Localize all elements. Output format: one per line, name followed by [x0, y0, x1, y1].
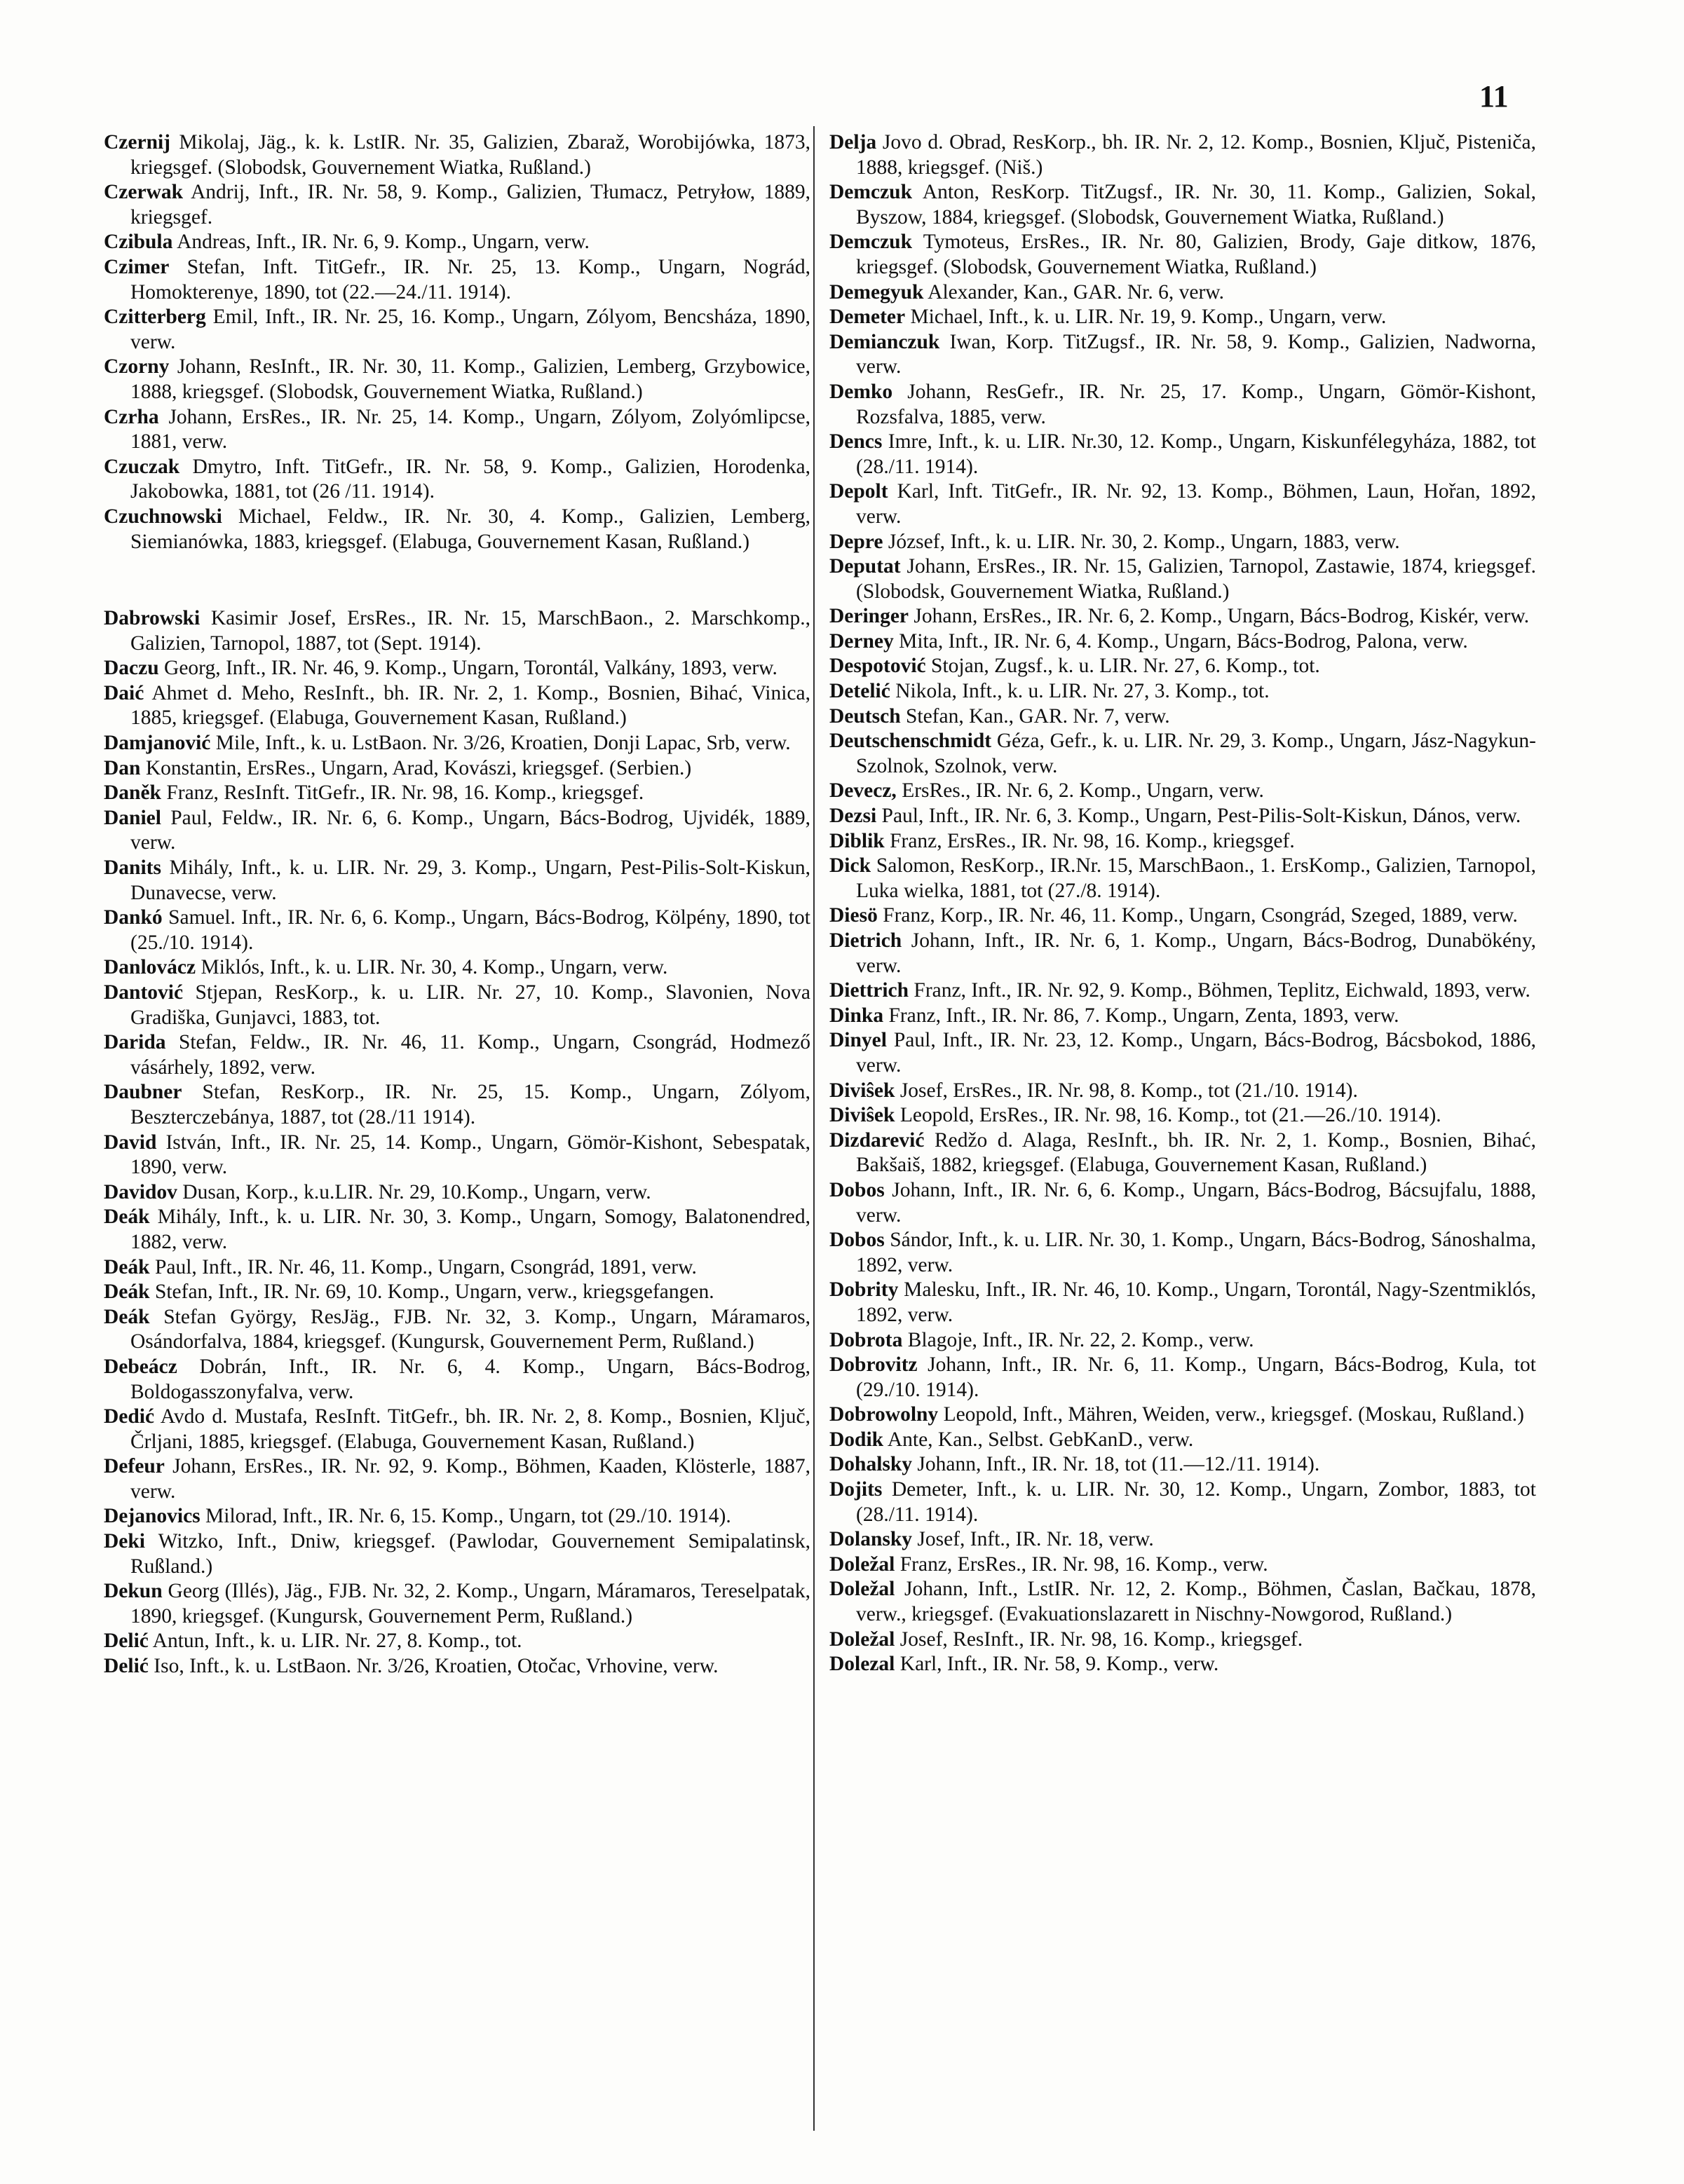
entry-details: Franz, Inft., IR. Nr. 92, 9. Komp., Böhmen, Teplitz, Eichwald, 1893, verw.	[914, 979, 1530, 1002]
entry-surname: Czuchnowski	[104, 505, 222, 528]
entry-surname: Daczu	[104, 657, 159, 680]
entry-surname: Deák	[104, 1305, 150, 1328]
section-gap	[104, 554, 810, 606]
entry-details: Dobrán, Inft., IR. Nr. 6, 4. Komp., Ungarn, Bács-Bodrog, Boldogasszonyfalva, verw.	[130, 1355, 811, 1403]
entry-details: Paul, Inft., IR. Nr. 23, 12. Komp., Ungarn, Bács-Bodrog, Bácsbokod, 1886, verw.	[856, 1029, 1536, 1077]
entry-details: Mihály, Inft., k. u. LIR. Nr. 29, 3. Komp., Ungarn, Pest-Pilis-Solt-Kiskun, Dunavecse, verw.	[130, 856, 810, 904]
register-entry	[829, 180, 1536, 230]
entry-surname: Deutsch	[829, 704, 901, 728]
entry-surname: Daubner	[104, 1081, 182, 1104]
entry-details: Franz, ErsRes., IR. Nr. 98, 16. Komp., verw.	[899, 1552, 1268, 1576]
entry-details: Johann, ErsRes., IR. Nr. 15, Galizien, Tarnopol, Zastawie, 1874, kriegsgef. (Slobodsk, Gouvernement Wiatka, Rußland.)	[856, 555, 1536, 603]
register-entry	[104, 1454, 810, 1504]
entry-details: Leopold, ErsRes., IR. Nr. 98, 16. Komp., tot (21.—26./10. 1914).	[899, 1104, 1441, 1127]
entry-details: Kasimir Josef, ErsRes., IR. Nr. 15, MarschBaon., 2. Marschkomp., Galizien, Tarnopol, 1887, tot (Sept. 1914).	[130, 607, 811, 655]
register-entry	[829, 1652, 1536, 1677]
column-divider	[813, 126, 815, 2131]
entry-surname: Doležal	[829, 1552, 895, 1576]
register-entry	[829, 629, 1536, 655]
register-entry	[104, 1504, 810, 1529]
entry-details: Franz, Inft., IR. Nr. 86, 7. Komp., Ungarn, Zenta, 1893, verw.	[888, 1004, 1399, 1027]
entry-surname: Diettrich	[829, 979, 909, 1002]
register-entry	[104, 1131, 810, 1180]
register-entry	[829, 1328, 1536, 1353]
entry-surname: Daić	[104, 681, 144, 704]
register-entry	[104, 255, 810, 305]
register-entry	[104, 405, 810, 455]
entry-details: Johann, Inft., IR. Nr. 6, 11. Komp., Ungarn, Bács-Bodrog, Kula, tot (29./10. 1914).	[856, 1353, 1536, 1401]
entry-surname: Czimer	[104, 255, 170, 278]
register-entry	[829, 1452, 1536, 1477]
entry-surname: Czitterberg	[104, 306, 206, 329]
entry-details: Iso, Inft., k. u. LstBaon. Nr. 3/26, Kroatien, Otočac, Vrhovine, verw.	[154, 1655, 719, 1678]
entry-details: Stojan, Zugsf., k. u. LIR. Nr. 27, 6. Komp., tot.	[931, 655, 1320, 678]
register-entry	[829, 1178, 1536, 1228]
entry-surname: Deák	[104, 1255, 150, 1278]
entry-surname: Demianczuk	[829, 330, 940, 353]
register-entry	[829, 430, 1536, 479]
entry-details: Redžo d. Alaga, ResInft., bh. IR. Nr. 2, 1. Komp., Bosnien, Bihać, Bakšaiš, 1882, kriegsgef. (Elabuga, Gouvernement Kasan, Rußland.)	[856, 1128, 1537, 1177]
entry-details: Johann, ErsRes., IR. Nr. 6, 2. Komp., Ungarn, Bács-Bodrog, Kiskér, verw.	[914, 605, 1530, 628]
register-entry	[829, 729, 1536, 779]
register-entry	[829, 130, 1536, 180]
left-section-d	[104, 606, 810, 1679]
register-entry	[829, 1527, 1536, 1552]
entry-details: Ante, Kan., Selbst. GebKanD., verw.	[887, 1428, 1194, 1451]
register-entry	[829, 604, 1536, 629]
register-entry	[829, 1278, 1536, 1328]
entry-surname: Delić	[104, 1655, 149, 1678]
entry-surname: Damjanović	[104, 732, 211, 755]
register-entry	[104, 1529, 810, 1579]
entry-surname: David	[104, 1131, 157, 1154]
entry-surname: Dizdarević	[829, 1128, 925, 1152]
entry-details: Michael, Feldw., IR. Nr. 30, 4. Komp., Galizien, Lemberg, Siemianówka, 1883, kriegsgef. (Elabuga, Gouvernement Kasan, Rußland.)	[130, 505, 811, 553]
entry-details: Josef, ResInft., IR. Nr. 98, 16. Komp., kriegsgef.	[899, 1627, 1303, 1651]
right-column	[829, 130, 1536, 1677]
register-entry	[104, 1305, 810, 1355]
register-entry	[829, 779, 1536, 804]
left-column	[104, 130, 810, 1679]
entry-surname: Czorny	[104, 355, 170, 378]
entry-details: Stefan György, ResJäg., FJB. Nr. 32, 3. Komp., Ungarn, Máramaros, Osándorfalva, 1884, kriegsgef. (Kungursk, Gouvernement Perm, Rußland.)	[130, 1305, 810, 1353]
register-entry	[829, 1128, 1536, 1178]
entry-details: Samuel. Inft., IR. Nr. 6, 6. Komp., Ungarn, Bács-Bodrog, Kölpény, 1890, tot (25./10. 1914).	[130, 906, 810, 954]
entry-surname: Despotović	[829, 655, 926, 678]
entry-details: Johann, ResGefr., IR. Nr. 25, 17. Komp., Ungarn, Gömör-Kishont, Rozsfalva, 1885, verw.	[856, 380, 1537, 428]
entry-surname: Deringer	[829, 605, 909, 628]
entry-surname: Deák	[104, 1206, 150, 1229]
register-entry	[104, 681, 810, 731]
entry-surname: Daniel	[104, 806, 161, 829]
register-entry	[829, 978, 1536, 1004]
entry-details: Anton, ResKorp. TitZugsf., IR. Nr. 30, 11. Komp., Galizien, Sokal, Byszow, 1884, kriegsgef. (Slobodsk, Gouvernement Wiatka, Rußland.)	[856, 181, 1536, 228]
entry-details: Franz, ErsRes., IR. Nr. 98, 16. Komp., kriegsgef.	[890, 829, 1295, 852]
register-entry	[104, 731, 810, 756]
register-entry	[829, 1477, 1536, 1527]
register-entry	[104, 756, 810, 782]
entry-surname: Dojits	[829, 1478, 883, 1501]
entry-surname: Dezsi	[829, 805, 877, 828]
entry-surname: Dobos	[829, 1229, 885, 1252]
entry-surname: Dejanovics	[104, 1505, 201, 1528]
register-entry	[829, 1079, 1536, 1104]
register-entry	[104, 505, 810, 554]
entry-surname: Detelić	[829, 680, 890, 703]
entry-surname: Czuczak	[104, 455, 180, 478]
register-entry	[104, 305, 810, 355]
register-entry	[104, 1654, 810, 1679]
entry-details: Ahmet d. Meho, ResInft., bh. IR. Nr. 2, 1. Komp., Bosnien, Bihać, Vinica, 1885, kriegsgef. (Elabuga, Gouvernement Kasan, Rußland.)	[130, 681, 810, 730]
register-entry	[104, 981, 810, 1030]
entry-details: Franz, ResInft. TitGefr., IR. Nr. 98, 16. Komp., kriegsgef.	[166, 782, 644, 805]
entry-details: Dusan, Korp., k.u.LIR. Nr. 29, 10.Komp., Ungarn, verw.	[182, 1180, 651, 1203]
entry-surname: Defeur	[104, 1455, 165, 1478]
entry-details: Karl, Inft., IR. Nr. 58, 9. Komp., verw.	[899, 1653, 1219, 1676]
register-entry	[829, 1028, 1536, 1078]
entry-surname: Demczuk	[829, 231, 912, 254]
entry-surname: Dobrowolny	[829, 1403, 939, 1426]
entry-surname: Dohalsky	[829, 1453, 913, 1476]
entry-details: Josef, Inft., IR. Nr. 18, verw.	[917, 1528, 1154, 1551]
entry-details: Stefan, ResKorp., IR. Nr. 25, 15. Komp., Ungarn, Zólyom, Beszterczebánya, 1887, tot (28./11 1914).	[130, 1081, 811, 1128]
entry-details: Salomon, ResKorp., IR.Nr. 15, MarschBaon., 1. ErsKomp., Galizien, Tarnopol, Luka wielka, 1881, tot (27./8. 1914).	[856, 854, 1536, 902]
entry-details: Dmytro, Inft. TitGefr., IR. Nr. 58, 9. Komp., Galizien, Horodenka, Jakobowka, 1881, tot (26 /11. 1914).	[130, 455, 810, 503]
entry-details: Johann, ErsRes., IR. Nr. 25, 14. Komp., Ungarn, Zólyom, Zolyómlipcse, 1881, verw.	[130, 405, 811, 453]
entry-surname: Deputat	[829, 555, 901, 578]
entry-details: Mita, Inft., IR. Nr. 6, 4. Komp., Ungarn, Bács-Bodrog, Palona, verw.	[899, 629, 1468, 653]
entry-details: Georg (Illés), Jäg., FJB. Nr. 32, 2. Komp., Ungarn, Máramaros, Tereselpatak, 1890, kriegsgef. (Kungursk, Gouvernement Perm, Rußland.)	[130, 1580, 810, 1627]
entry-details: Nikola, Inft., k. u. LIR. Nr. 27, 3. Komp., tot.	[895, 680, 1270, 703]
register-entry	[829, 1353, 1536, 1402]
entry-surname: Deák	[104, 1281, 150, 1304]
register-entry	[104, 455, 810, 505]
entry-details: ErsRes., IR. Nr. 6, 2. Komp., Ungarn, verw.	[902, 779, 1264, 803]
entry-details: Mile, Inft., k. u. LstBaon. Nr. 3/26, Kroatien, Donji Lapac, Srb, verw.	[215, 732, 791, 755]
register-entry	[829, 929, 1536, 978]
register-entry	[104, 781, 810, 806]
register-entry	[104, 355, 810, 404]
entry-surname: Dolezal	[829, 1653, 895, 1676]
register-entry	[829, 704, 1536, 730]
register-entry	[104, 856, 810, 906]
entry-surname: Debeácz	[104, 1355, 177, 1378]
register-entry	[829, 804, 1536, 829]
entry-surname: Dedić	[104, 1405, 155, 1428]
entry-surname: Dietrich	[829, 929, 902, 952]
register-entry	[829, 829, 1536, 854]
entry-details: Karl, Inft. TitGefr., IR. Nr. 92, 13. Komp., Böhmen, Laun, Hořan, 1892, verw.	[856, 480, 1537, 528]
entry-surname: Danlovácz	[104, 956, 196, 979]
entry-surname: Dobrota	[829, 1328, 903, 1351]
entry-details: Sándor, Inft., k. u. LIR. Nr. 30, 1. Komp., Ungarn, Bács-Bodrog, Sánoshalma, 1892, verw.	[856, 1229, 1536, 1276]
entry-details: Michael, Inft., k. u. LIR. Nr. 19, 9. Komp., Ungarn, verw.	[910, 306, 1387, 329]
entry-surname: Delja	[829, 131, 877, 153]
left-section-c	[104, 130, 810, 554]
entry-details: Malesku, Inft., IR. Nr. 46, 10. Komp., Ungarn, Torontál, Nagy-Szentmiklós, 1892, verw.	[856, 1278, 1536, 1326]
entry-details: Mihály, Inft., k. u. LIR. Nr. 30, 3. Komp., Ungarn, Somogy, Balatonendred, 1882, verw.	[130, 1206, 811, 1253]
entry-details: Blagoje, Inft., IR. Nr. 22, 2. Komp., verw.	[907, 1328, 1254, 1351]
entry-details: Franz, Korp., IR. Nr. 46, 11. Komp., Ungarn, Csongrád, Szeged, 1889, verw.	[883, 904, 1518, 927]
register-entry	[829, 1402, 1536, 1428]
entry-surname: Dan	[104, 756, 141, 779]
entry-details: Emil, Inft., IR. Nr. 25, 16. Komp., Ungarn, Zólyom, Bencsháza, 1890, verw.	[130, 306, 811, 353]
entry-surname: Dekun	[104, 1580, 163, 1603]
entry-surname: Dobos	[829, 1178, 885, 1201]
entry-details: Stjepan, ResKorp., k. u. LIR. Nr. 27, 10. Komp., Slavonien, Nova Gradiška, Gunjavci, 1883, tot.	[130, 981, 810, 1029]
entry-surname: Deki	[104, 1530, 145, 1553]
register-entry	[829, 230, 1536, 280]
entry-details: István, Inft., IR. Nr. 25, 14. Komp., Ungarn, Gömör-Kishont, Sebespatak, 1890, verw.	[130, 1131, 810, 1179]
entry-details: Antun, Inft., k. u. LIR. Nr. 27, 8. Komp., tot.	[152, 1630, 522, 1653]
register-entry	[829, 903, 1536, 929]
entry-surname: Dick	[829, 854, 871, 878]
entry-surname: Delić	[104, 1630, 149, 1653]
entry-details: Avdo d. Mustafa, ResInft. TitGefr., bh. IR. Nr. 2, 8. Komp., Bosnien, Ključ, Črljani, 1885, kriegsgef. (Elabuga, Gouvernement Kasan, Rußland.)	[130, 1405, 810, 1453]
register-entry	[104, 656, 810, 681]
entry-details: Paul, Feldw., IR. Nr. 6, 6. Komp., Ungarn, Bács-Bodrog, Ujvidék, 1889, verw.	[130, 806, 811, 854]
entry-surname: Daněk	[104, 782, 161, 805]
register-entry	[104, 955, 810, 981]
register-entry	[104, 180, 810, 230]
entry-details: Andrij, Inft., IR. Nr. 58, 9. Komp., Galizien, Tłumacz, Petryłow, 1889, kriegsgef.	[130, 181, 810, 228]
entry-surname: Devecz,	[829, 779, 897, 803]
entry-details: Johann, Inft., IR. Nr. 6, 1. Komp., Ungarn, Bács-Bodrog, Dunabökény, verw.	[856, 929, 1537, 977]
entry-surname: Czrha	[104, 405, 159, 428]
entry-surname: Demegyuk	[829, 280, 924, 303]
register-entry	[829, 1552, 1536, 1578]
register-entry	[829, 679, 1536, 704]
register-entry	[829, 1428, 1536, 1453]
entry-details: Stefan, Inft., IR. Nr. 69, 10. Komp., Ungarn, verw., kriegsgefangen.	[154, 1281, 714, 1304]
entry-details: Paul, Inft., IR. Nr. 46, 11. Komp., Ungarn, Csongrád, 1891, verw.	[154, 1255, 697, 1278]
entry-surname: Czerwak	[104, 181, 184, 204]
register-entry	[104, 1579, 810, 1629]
entry-surname: Derney	[829, 629, 894, 653]
register-entry	[829, 1103, 1536, 1128]
entry-details: Imre, Inft., k. u. LIR. Nr.30, 12. Komp., Ungarn, Kiskunfélegyháza, 1882, tot (28./11. 1914).	[856, 430, 1536, 478]
register-entry	[829, 330, 1536, 380]
entry-surname: Diesö	[829, 904, 878, 927]
entry-details: Johann, Inft., IR. Nr. 6, 6. Komp., Ungarn, Bács-Bodrog, Bácsujfalu, 1888, verw.	[856, 1178, 1537, 1227]
register-entry	[104, 1255, 810, 1281]
entry-details: Johann, Inft., LstIR. Nr. 12, 2. Komp., Böhmen, Časlan, Bačkau, 1878, verw., kriegsgef. (Evakuationslazarett in Nischny-Nowgorod, Rußland.)	[856, 1578, 1537, 1626]
register-entry	[104, 1205, 810, 1255]
entry-surname: Davidov	[104, 1180, 177, 1203]
entry-surname: Diviŝek	[829, 1104, 895, 1127]
register-entry	[829, 479, 1536, 529]
entry-surname: Dencs	[829, 430, 883, 453]
entry-details: Géza, Gefr., k. u. LIR. Nr. 29, 3. Komp., Ungarn, Jász-Nagykun-Szolnok, Szolnok, verw.	[856, 730, 1537, 777]
entry-details: Witzko, Inft., Dniw, kriegsgef. (Pawlodar, Gouvernement Semipalatinsk, Rußland.)	[130, 1530, 810, 1578]
register-entry	[104, 1629, 810, 1654]
entry-details: Johann, ErsRes., IR. Nr. 92, 9. Komp., Böhmen, Kaaden, Klösterle, 1887, verw.	[130, 1455, 810, 1503]
entry-surname: Dobrovitz	[829, 1353, 918, 1377]
register-entry	[829, 280, 1536, 306]
entry-details: Iwan, Korp. TitZugsf., IR. Nr. 58, 9. Komp., Galizien, Nadworna, verw.	[856, 330, 1537, 378]
register-entry	[829, 530, 1536, 555]
entry-surname: Demko	[829, 380, 893, 403]
entry-surname: Demeter	[829, 306, 906, 329]
register-entry	[829, 305, 1536, 330]
entry-details: Miklós, Inft., k. u. LIR. Nr. 30, 4. Komp., Ungarn, verw.	[201, 956, 668, 979]
entry-surname: Danits	[104, 856, 161, 880]
register-entry	[829, 1577, 1536, 1627]
entry-details: Stefan, Inft. TitGefr., IR. Nr. 25, 13. Komp., Ungarn, Nográd, Homokterenye, 1890, tot (22.—24./11. 1914).	[130, 255, 810, 303]
register-entry	[104, 130, 810, 180]
entry-details: Josef, ErsRes., IR. Nr. 98, 8. Komp., tot (21./10. 1914).	[899, 1079, 1358, 1102]
register-entry	[104, 806, 810, 856]
register-entry	[829, 380, 1536, 430]
entry-details: Johann, ResInft., IR. Nr. 30, 11. Komp., Galizien, Lemberg, Grzybowice, 1888, kriegsgef. (Slobodsk, Gouvernement Wiatka, Rußland.)	[130, 355, 810, 403]
entry-details: Jovo d. Obrad, ResKorp., bh. IR. Nr. 2, 12. Komp., Bosnien, Ključ, Pisteniča, 1888, kriegsgef. (Niš.)	[856, 131, 1536, 179]
register-entry	[829, 654, 1536, 679]
register-entry	[829, 1228, 1536, 1278]
entry-surname: Demczuk	[829, 181, 912, 204]
right-section-d	[829, 130, 1536, 1677]
register-entry	[104, 230, 810, 255]
entry-details: Konstantin, ErsRes., Ungarn, Arad, Kovászi, kriegsgef. (Serbien.)	[145, 756, 692, 779]
register-entry	[829, 554, 1536, 604]
entry-details: Johann, Inft., IR. Nr. 18, tot (11.—12./11. 1914).	[917, 1453, 1320, 1476]
register-entry	[104, 1280, 810, 1305]
register-entry	[104, 1030, 810, 1080]
register-entry	[829, 1004, 1536, 1029]
entry-surname: Dolansky	[829, 1528, 913, 1551]
entry-details: Alexander, Kan., GAR. Nr. 6, verw.	[928, 280, 1225, 303]
entry-details: Mikolaj, Jäg., k. k. LstIR. Nr. 35, Galizien, Zbaraž, Worobijówka, 1873, kriegsgef. (Slobodsk, Gouvernement Wiatka, Rußland.)	[130, 131, 810, 179]
register-entry	[104, 1355, 810, 1405]
entry-surname: Dobrity	[829, 1278, 899, 1302]
register-entry	[104, 906, 810, 955]
entry-surname: Dankó	[104, 906, 163, 929]
entry-surname: Darida	[104, 1031, 166, 1054]
entry-surname: Doležal	[829, 1627, 895, 1651]
entry-surname: Czernij	[104, 131, 171, 153]
entry-details: Leopold, Inft., Mähren, Weiden, verw., kriegsgef. (Moskau, Rußland.)	[943, 1403, 1524, 1426]
entry-surname: Diblik	[829, 829, 885, 852]
entry-surname: Dinka	[829, 1004, 884, 1027]
entry-surname: Dodik	[829, 1428, 884, 1451]
entry-surname: Deutschenschmidt	[829, 730, 992, 753]
entry-details: Stefan, Feldw., IR. Nr. 46, 11. Komp., Ungarn, Csongrád, Hodmező vásárhely, 1892, verw.	[130, 1031, 811, 1079]
register-entry	[104, 1405, 810, 1454]
register-entry	[829, 1627, 1536, 1653]
register-entry	[104, 606, 810, 656]
entry-surname: Depre	[829, 530, 883, 553]
entry-details: Paul, Inft., IR. Nr. 6, 3. Komp., Ungarn, Pest-Pilis-Solt-Kiskun, Dános, verw.	[881, 805, 1521, 828]
entry-details: Tymoteus, ErsRes., IR. Nr. 80, Galizien, Brody, Gaje ditkow, 1876, kriegsgef. (Slobodsk, Gouvernement Wiatka, Rußland.)	[856, 231, 1536, 278]
entry-details: József, Inft., k. u. LIR. Nr. 30, 2. Komp., Ungarn, 1883, verw.	[888, 530, 1400, 553]
entry-surname: Dabrowski	[104, 607, 201, 630]
entry-surname: Diviŝek	[829, 1079, 895, 1102]
entry-surname: Dantović	[104, 981, 184, 1004]
entry-surname: Czibula	[104, 231, 173, 254]
entry-surname: Doležal	[829, 1578, 895, 1601]
register-entry	[829, 854, 1536, 903]
entry-details: Andreas, Inft., IR. Nr. 6, 9. Komp., Ungarn, verw.	[177, 231, 590, 254]
register-entry	[104, 1180, 810, 1206]
entry-details: Georg, Inft., IR. Nr. 46, 9. Komp., Ungarn, Torontál, Valkány, 1893, verw.	[164, 657, 778, 680]
entry-details: Stefan, Kan., GAR. Nr. 7, verw.	[905, 704, 1170, 728]
entry-surname: Depolt	[829, 480, 888, 503]
entry-details: Demeter, Inft., k. u. LIR. Nr. 30, 12. Komp., Ungarn, Zombor, 1883, tot (28./11. 1914).	[856, 1478, 1536, 1526]
page-number: 11	[1479, 79, 1509, 114]
entry-details: Milorad, Inft., IR. Nr. 6, 15. Komp., Ungarn, tot (29./10. 1914).	[205, 1505, 731, 1528]
entry-surname: Dinyel	[829, 1029, 887, 1052]
register-entry	[104, 1080, 810, 1130]
